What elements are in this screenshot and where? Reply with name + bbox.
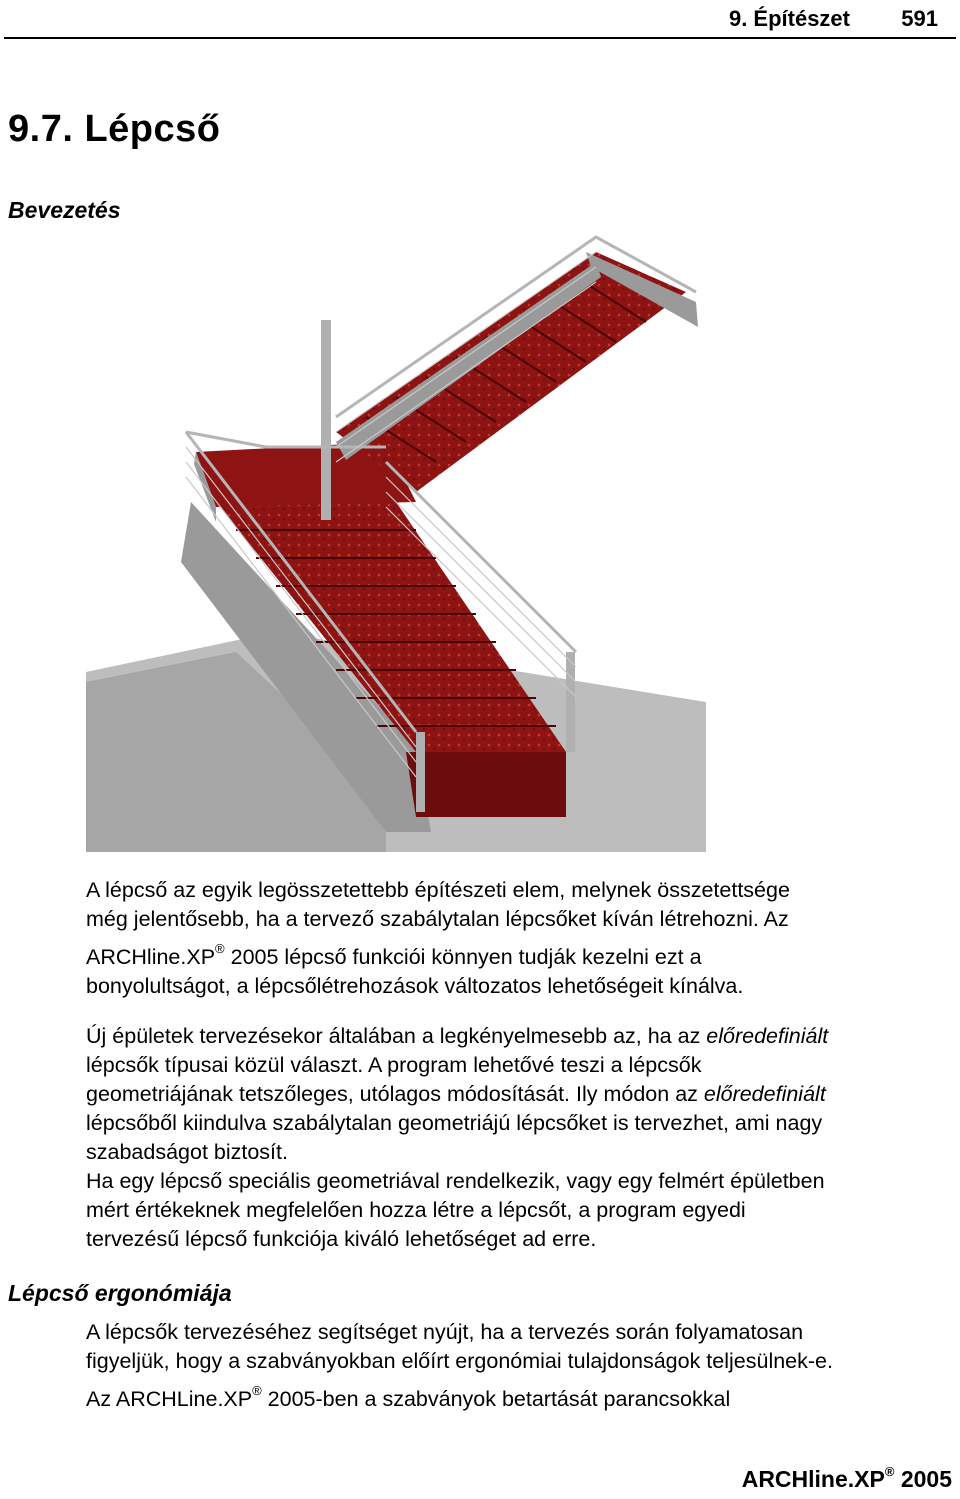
ergo-product-name: Az ARCHLine.XP: [86, 1387, 253, 1411]
p3-line3: tervezésű lépcső funkciója kiváló lehetőséget ad erre.: [86, 1227, 597, 1251]
p2-line1-text: Új épületek tervezésekor általában a legkényelmesebb az, ha az: [86, 1024, 707, 1048]
p3-line1: Ha egy lépcső speciális geometriával rendelkezik, vagy egy felmért épületben: [86, 1169, 825, 1193]
p1-line1: A lépcső az egyik legösszetettebb építészeti elem, melynek összetettsége: [86, 878, 790, 902]
footer-registered-mark: ®: [884, 1464, 895, 1479]
ergo-line1: A lépcsők tervezéséhez segítséget nyújt, ha a tervezés során folyamatosan: [86, 1320, 804, 1344]
p2-line1: [86, 1022, 956, 1051]
p2-line4: lépcsőből kiindulva szabálytalan geometriájú lépcsőket is tervezhet, ami nagy: [86, 1111, 823, 1135]
p1-line4: bonyolultságot, a lépcsőlétrehozások változatos lehetőségeit kínálva.: [86, 974, 744, 998]
predefined-paragraph-rest: [86, 1080, 956, 1254]
p1-line3: [86, 934, 956, 972]
ergo-line3: [86, 1376, 956, 1414]
ergonomics-heading: Lépcső ergonómiája: [8, 1280, 232, 1306]
intro-heading: Bevezetés: [8, 197, 121, 223]
upper-flight-steps: [336, 252, 698, 492]
section-title: 9.7. Lépcső: [8, 108, 221, 150]
ergo-registered-mark: ®: [252, 1383, 262, 1398]
chapter-title: 9. Építészet: [728, 6, 850, 31]
product-name: ARCHline.XP: [86, 945, 216, 969]
p3-line2: mért értékeknek megfelelően hozza létre a lépcsőt, a program egyedi: [86, 1198, 746, 1222]
newel-post: [321, 320, 331, 520]
p2-line5: szabadságot biztosít.: [86, 1140, 288, 1164]
p1-line2: még jelentősebb, ha a tervező szabálytalan lépcsőket kíván létrehozni. Az: [86, 907, 789, 931]
page-header: [0, 0, 960, 40]
footer-year: 2005: [894, 1466, 952, 1492]
p2-line2: lépcsők típusai közül választ. A program lehetővé teszi a lépcsők: [86, 1053, 702, 1077]
intro-paragraph: [86, 876, 956, 1001]
p1-line3-rest: 2005 lépcső funkciói könnyen tudják kezelni ezt a: [224, 945, 702, 969]
registered-mark: ®: [215, 941, 225, 956]
page-footer: [742, 1464, 952, 1493]
p2-line3-text: geometriájának tetszőleges, utólagos módosítását. Ily módon az: [86, 1082, 704, 1106]
staircase-illustration: [86, 232, 706, 852]
ergo-line2: figyeljük, hogy a szabványokban előírt ergonómiai tulajdonságok teljesülnek-e.: [86, 1349, 833, 1373]
ergonomics-paragraph: [86, 1318, 956, 1414]
footer-brand: ARCHline.XP: [741, 1466, 885, 1492]
predefined-paragraph: [86, 1022, 956, 1080]
page-number: 591: [901, 6, 938, 31]
p2-emphasis-1: előredefiniált: [706, 1024, 829, 1048]
p2-line3-row: [86, 1080, 956, 1109]
ergo-line3-rest: 2005-ben a szabványok betartását parancsokkal: [261, 1387, 731, 1411]
header-rule: [4, 37, 956, 39]
p2-emphasis-2: előredefiniált: [703, 1082, 826, 1106]
